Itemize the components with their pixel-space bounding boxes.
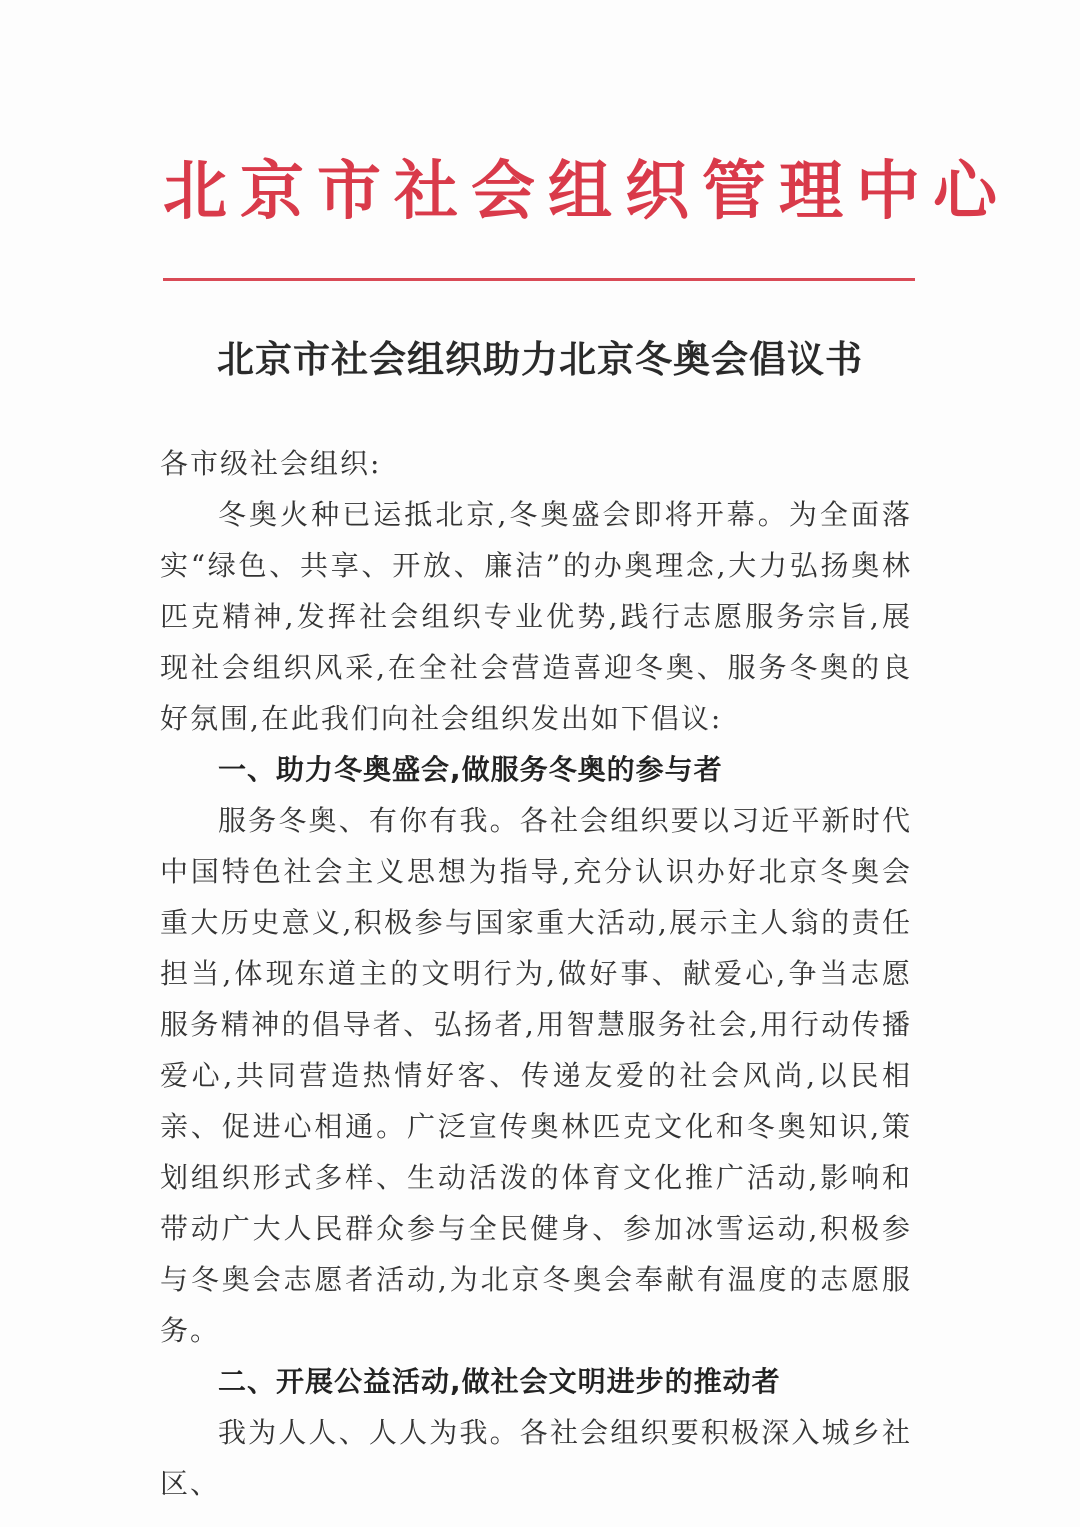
document-title: 北京市社会组织助力北京冬奥会倡议书	[217, 337, 863, 381]
letterhead-divider	[163, 278, 915, 281]
section-body-2: 我为人人、人人为我。各社会组织要积极深入城乡社区、	[160, 1416, 912, 1500]
intro-paragraph: 冬奥火种已运抵北京,冬奥盛会即将开幕。为全面落实“绿色、共享、开放、廉洁”的办奥理念,大力弘扬奥林匹克精神,发挥社会组织专业优势,践行志愿服务宗旨,展现社会组织风采,在全社会营造喜迎冬奥、服务冬奥的良好氛围,在此我们向社会组织发出如下倡议:	[160, 498, 912, 735]
document-body	[160, 438, 912, 1509]
section-body-1: 服务冬奥、有你有我。各社会组织要以习近平新时代中国特色社会主义思想为指导,充分认识办好北京冬奥会重大历史意义,积极参与国家重大活动,展示主人翁的责任担当,体现东道主的文明行为,做好事、献爱心,争当志愿服务精神的倡导者、弘扬者,用智慧服务社会,用行动传播爱心,共同营造热情好客、传递友爱的社会风尚,以民相亲、促进心相通。广泛宣传奥林匹克文化和冬奥知识,策划组织形式多样、生动活泼的体育文化推广活动,影响和带动广大人民群众参与全民健身、参加冰雪运动,积极参与冬奥会志愿者活动,为北京冬奥会奉献有温度的志愿服务。	[160, 804, 912, 1347]
letterhead-org-name: 北京市社会组织管理中心	[163, 154, 1010, 229]
salutation: 各市级社会组织:	[160, 447, 382, 480]
section-heading-1: 一、助力冬奥盛会,做服务冬奥的参与者	[218, 753, 723, 786]
section-heading-2: 二、开展公益活动,做社会文明进步的推动者	[218, 1365, 781, 1398]
